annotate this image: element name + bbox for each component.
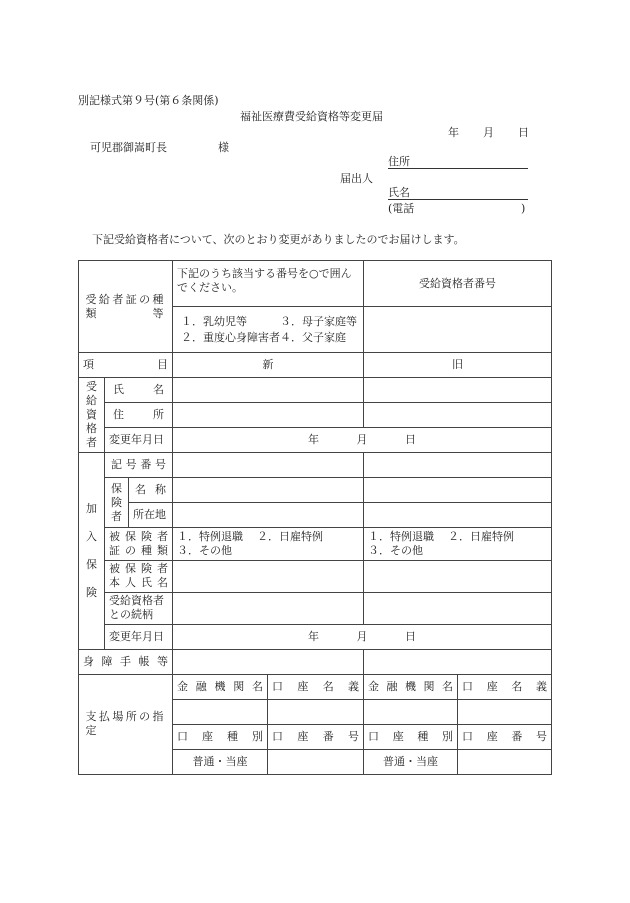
disability-label-cell	[79, 649, 173, 674]
recipient-change-date-label: 変更年月日	[109, 433, 164, 447]
insured-new-option-3[interactable]: ３．その他	[177, 544, 233, 557]
payment-label: 支払場所の指定	[85, 710, 166, 738]
cert-instruction: 下記のうち該当する番号を○で囲んでください。	[177, 267, 352, 294]
cert-type-label: 受給者証の種類等	[85, 292, 166, 320]
bank-name-new-value[interactable]	[173, 699, 268, 724]
insurance-change-date-value[interactable]	[173, 624, 552, 649]
holder-old-label: 口座名義	[462, 679, 548, 693]
insured-type-old[interactable]	[364, 528, 552, 560]
recipient-date-month: 月	[356, 433, 368, 447]
insurer-address-label-cell	[129, 503, 173, 528]
insurance-change-date-label-cell	[105, 624, 173, 649]
applicant-address-label: 住所	[388, 155, 410, 168]
holder-old-value[interactable]	[458, 699, 552, 724]
applicant-phone-label: (電話	[388, 202, 415, 215]
account-type-new-option[interactable]: 普通・当座	[192, 754, 248, 768]
cert-option-single-father[interactable]: ４．父子家庭	[280, 330, 347, 344]
col-new-header	[173, 353, 364, 378]
disability-old[interactable]	[364, 649, 552, 674]
cert-option-infant[interactable]: １．乳幼児等	[181, 314, 248, 328]
insured-type-label-1: 被保険者	[109, 530, 169, 543]
symbol-number-old[interactable]	[364, 453, 552, 478]
recipient-number-label-cell	[364, 261, 552, 307]
recipient-number-value[interactable]	[364, 307, 552, 353]
col-old-header	[364, 353, 552, 378]
insurer-name-label-cell	[129, 478, 173, 503]
recipient-group-label: 受 給 資 格 者	[79, 378, 105, 453]
insured-old-option-1[interactable]: １．特例退職	[368, 530, 435, 543]
symbol-number-label: 記号番号	[111, 458, 167, 472]
insurance-change-date-label: 変更年月日	[109, 629, 164, 643]
holder-new-value[interactable]	[268, 699, 364, 724]
insurance-date-day: 日	[405, 629, 417, 643]
symbol-number-new[interactable]	[173, 453, 364, 478]
recipient-change-date-label-cell	[105, 428, 173, 453]
recipient-address-new[interactable]	[173, 403, 364, 428]
bank-name-old-label-cell	[364, 674, 458, 699]
cert-type-label-cell	[79, 261, 173, 353]
recipient-name-new[interactable]	[173, 378, 364, 403]
relation-label-2: との続柄	[109, 608, 153, 622]
bank-name-old-value[interactable]	[364, 699, 458, 724]
applicant-label: 届出人	[340, 172, 373, 185]
recipient-change-date-value[interactable]	[173, 428, 552, 453]
insured-name-label-1: 被保険者	[109, 562, 169, 576]
insured-name-label-cell	[105, 560, 173, 592]
insured-type-label-2: 証の種類	[109, 544, 169, 557]
recipient-date-day: 日	[405, 433, 417, 447]
bank-name-old-label: 金融機関名	[368, 679, 454, 693]
recipient-address-label: 住所	[113, 408, 165, 422]
account-type-new-label-cell	[173, 724, 268, 749]
account-number-new-value[interactable]	[268, 749, 364, 774]
account-type-old-label: 口座種別	[368, 729, 454, 743]
cert-option-single-mother[interactable]: ３．母子家庭等	[280, 314, 358, 328]
date-year-label: 年	[448, 126, 459, 139]
bank-name-new-label-cell	[173, 674, 268, 699]
account-type-old-label-cell	[364, 724, 458, 749]
insurer-address-label: 所在地	[133, 508, 166, 522]
change-form-table	[78, 260, 552, 775]
intro-text: 下記受給資格者について、次のとおり変更がありましたのでお届けします。	[92, 233, 465, 246]
col-old-label: 旧	[452, 358, 464, 372]
relation-new[interactable]	[173, 592, 364, 624]
applicant-name-line[interactable]	[388, 199, 528, 200]
relation-label-1: 受給資格者	[109, 594, 164, 608]
cert-options-cell[interactable]	[173, 307, 364, 353]
disability-new[interactable]	[173, 649, 364, 674]
recipient-address-old[interactable]	[364, 403, 552, 428]
insurer-address-old[interactable]	[364, 503, 552, 528]
applicant-phone-close: )	[521, 202, 526, 215]
insured-old-option-3[interactable]: ３．その他	[368, 544, 424, 557]
disability-label: 身障手帳等	[83, 654, 169, 668]
insurer-name-label: 名称	[135, 483, 167, 497]
account-type-old-option[interactable]: 普通・当座	[383, 754, 439, 768]
insurer-name-new[interactable]	[173, 478, 364, 503]
insured-old-option-2[interactable]: ２．日雇特例	[448, 530, 515, 543]
account-number-old-label-cell	[458, 724, 552, 749]
insurance-date-year: 年	[308, 629, 320, 643]
bank-name-new-label: 金融機関名	[177, 679, 264, 693]
account-type-old-value[interactable]	[364, 749, 458, 774]
account-number-new-label: 口座番号	[272, 729, 360, 743]
applicant-address-line[interactable]	[388, 168, 528, 169]
insured-type-new[interactable]	[173, 528, 364, 560]
insurer-group-label: 保 険 者	[105, 478, 129, 528]
form-title: 福祉医療費受給資格等変更届	[240, 110, 383, 123]
addressee: 可児郡御嵩町長	[90, 141, 167, 154]
insured-type-label-cell	[105, 528, 173, 560]
col-new-label: 新	[262, 358, 274, 372]
account-type-new-value[interactable]	[173, 749, 268, 774]
insurance-date-month: 月	[356, 629, 368, 643]
addressee-honorific: 様	[218, 141, 229, 154]
insured-new-option-2[interactable]: ２．日雇特例	[257, 530, 324, 543]
insurer-name-old[interactable]	[364, 478, 552, 503]
cert-option-severe-disability[interactable]: ２．重度心身障害者	[181, 330, 281, 344]
symbol-number-label-cell	[105, 453, 173, 478]
insured-name-old[interactable]	[364, 560, 552, 592]
date-day-label: 日	[518, 126, 529, 139]
insured-name-new[interactable]	[173, 560, 364, 592]
recipient-address-label-cell	[105, 403, 173, 428]
payment-label-cell	[79, 674, 173, 774]
relation-label-cell	[105, 592, 173, 624]
recipient-name-old[interactable]	[364, 378, 552, 403]
account-number-new-label-cell	[268, 724, 364, 749]
col-item-label: 項目	[83, 358, 169, 372]
cert-instruction-cell	[173, 261, 364, 307]
recipient-name-label: 氏名	[113, 383, 165, 397]
form-number: 別記様式第９号(第６条関係)	[78, 94, 219, 107]
account-number-old-label: 口座番号	[462, 729, 548, 743]
applicant-name-label: 氏名	[388, 186, 410, 199]
insured-name-label-2: 本人氏名	[109, 576, 169, 590]
holder-new-label: 口座名義	[272, 679, 360, 693]
relation-old[interactable]	[364, 592, 552, 624]
holder-new-label-cell	[268, 674, 364, 699]
insured-new-option-1[interactable]: １．特例退職	[177, 530, 244, 543]
recipient-number-label: 受給資格者番号	[419, 276, 497, 290]
account-number-old-value[interactable]	[458, 749, 552, 774]
recipient-date-year: 年	[308, 433, 320, 447]
col-item-header	[79, 353, 173, 378]
date-month-label: 月	[483, 126, 494, 139]
account-type-new-label: 口座種別	[177, 729, 264, 743]
holder-old-label-cell	[458, 674, 552, 699]
recipient-name-label-cell	[105, 378, 173, 403]
insurer-address-new[interactable]	[173, 503, 364, 528]
insurance-group-label: 加 入 保 険	[79, 453, 105, 649]
